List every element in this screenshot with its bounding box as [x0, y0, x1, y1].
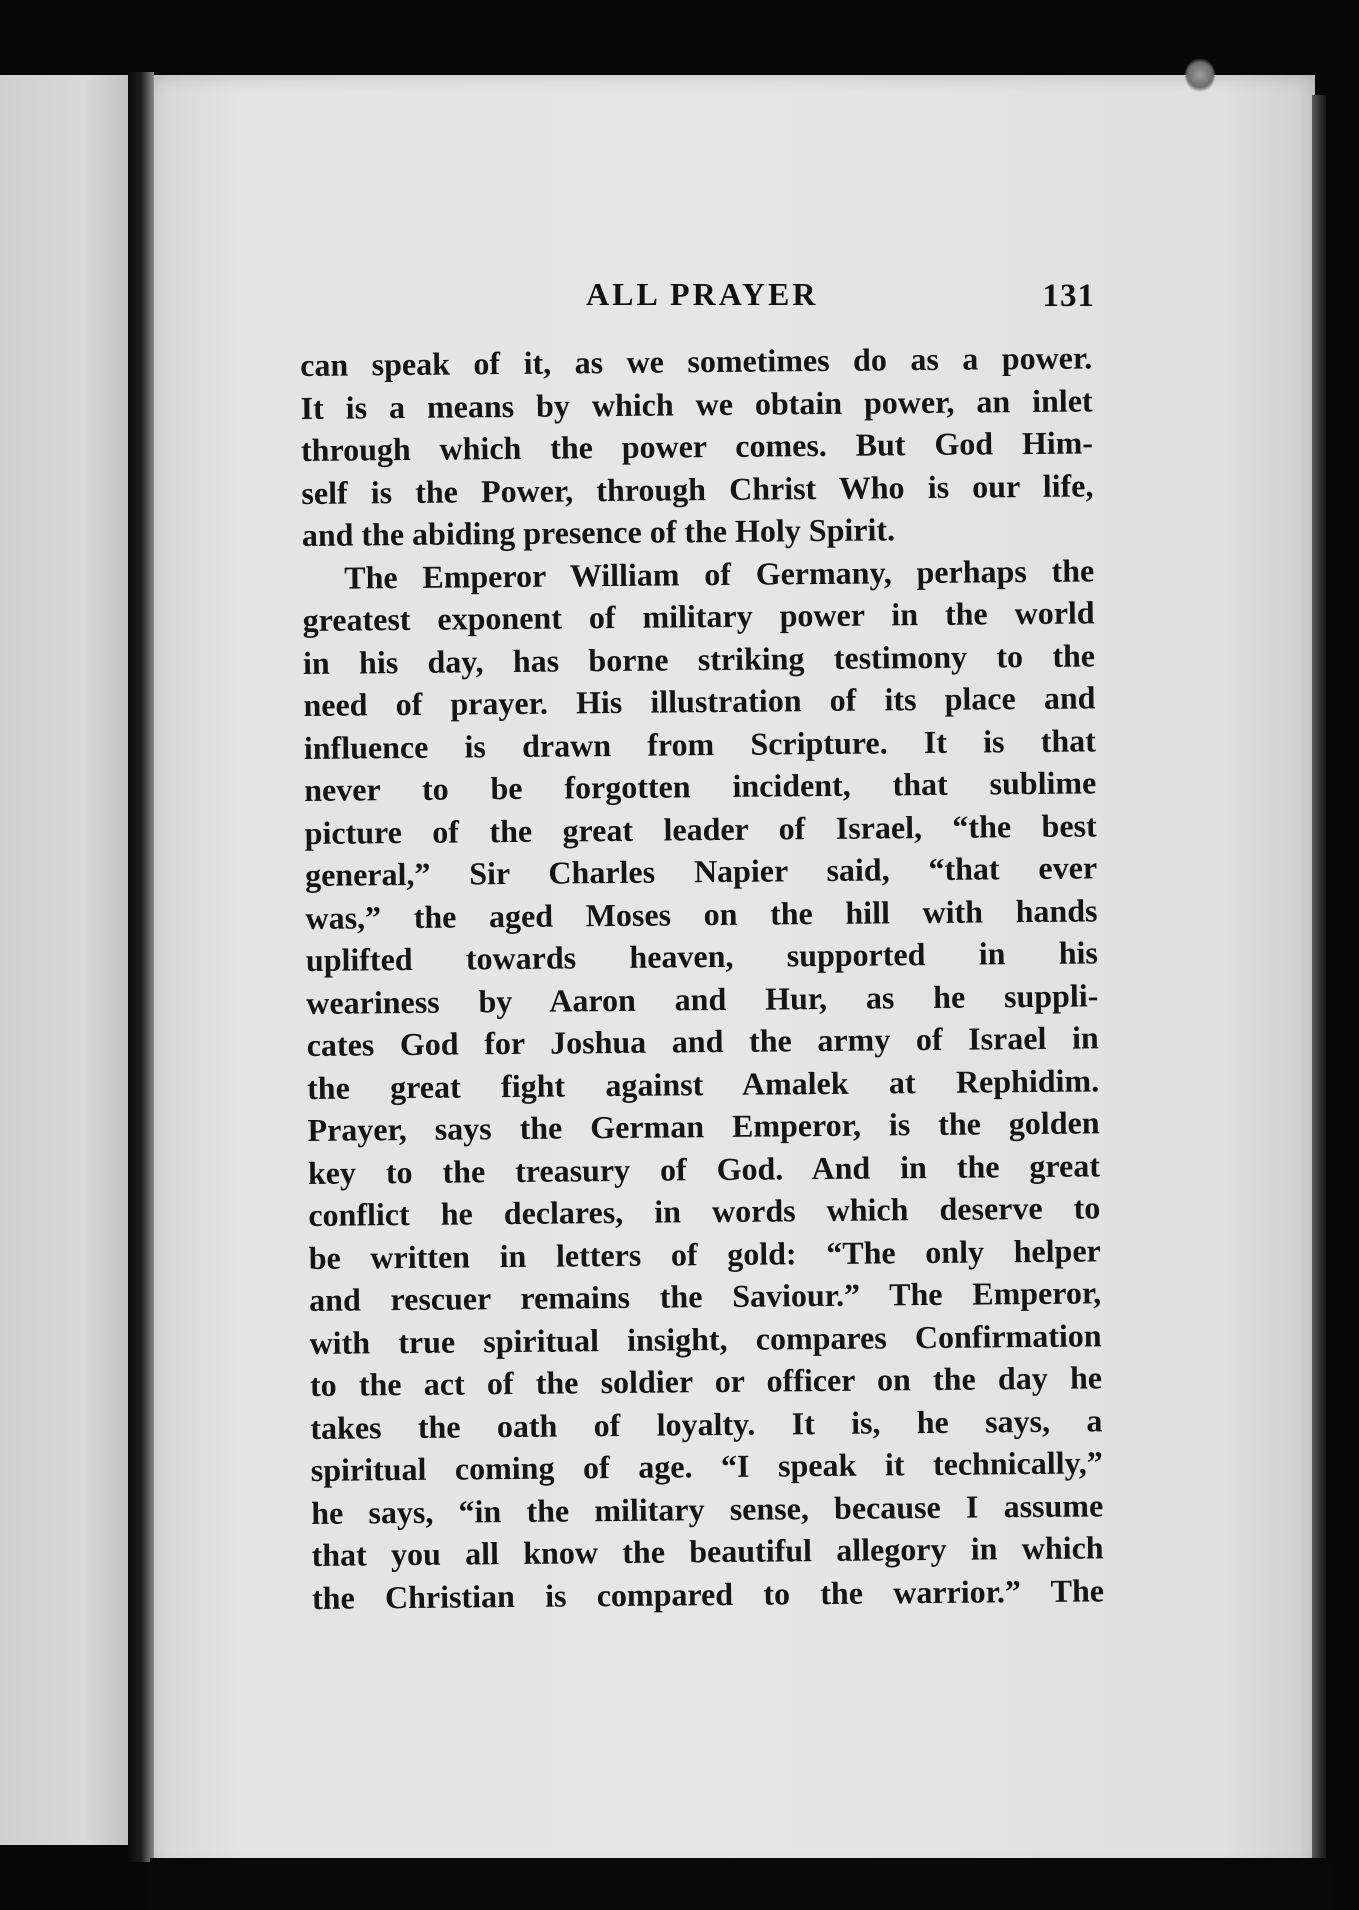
text-line: influence is drawn from Scripture. It is that	[303, 721, 1097, 766]
running-head	[300, 276, 1100, 320]
text-line: The Emperor William of Germany, perhaps the	[344, 551, 1095, 596]
text-line: to the act of the soldier or officer on the day he	[309, 1359, 1103, 1403]
text-line: and the abiding presence of the Holy Spirit.	[301, 511, 896, 553]
text-line: can speak of it, as we sometimes do as a power.	[300, 339, 1093, 383]
text-line: It is a means by which we obtain power, an inlet	[300, 381, 1093, 426]
text-line: that you all know the beautiful allegory in which	[311, 1529, 1104, 1573]
text-line: the Christian is compared to the warrior.” The	[311, 1571, 1105, 1616]
page-right-edge	[1312, 95, 1326, 1875]
text-line: conflict he declares, in words which deserve to	[308, 1189, 1101, 1233]
text-line: Prayer, says the German Emperor, is the golden	[307, 1104, 1100, 1148]
page-bottom-edge	[150, 1858, 1330, 1910]
text-line: greatest exponent of military power in the world	[302, 594, 1095, 638]
text-line: and rescuer remains the Saviour.” The Emperor,	[309, 1274, 1102, 1318]
running-title: ALL PRAYER	[586, 276, 819, 312]
text-line: uplifted towards heaven, supported in his	[305, 934, 1099, 978]
binding-gutter	[128, 72, 154, 1862]
text-line: spiritual coming of age. “I speak it technically,”	[310, 1444, 1103, 1488]
text-line: be written in letters of gold: “The only helper	[308, 1231, 1101, 1276]
text-line: he says, “in the military sense, because I assume	[311, 1486, 1104, 1531]
text-line: the great fight against Amalek at Rephidim.	[306, 1061, 1100, 1106]
text-line: picture of the great leader of Israel, “the best	[304, 806, 1097, 851]
text-line: through which the power comes. But God Him-	[300, 424, 1094, 468]
text-line: with true spiritual insight, compares Confirmation	[309, 1316, 1102, 1361]
text-line: cates God for Joshua and the army of Israel in	[306, 1019, 1099, 1063]
text-line: in his day, has borne striking testimony to the	[302, 636, 1096, 681]
text-line: self is the Power, through Christ Who is our life,	[301, 466, 1094, 511]
page-number: 131	[1042, 278, 1095, 314]
text-line: never to be forgotten incident, that sublime	[304, 764, 1097, 808]
text-line: general,” Sir Charles Napier said, “that ever	[304, 849, 1098, 893]
text-line: key to the treasury of God. And in the great	[307, 1146, 1101, 1191]
body-text	[300, 336, 1104, 1619]
previous-page-edge	[0, 75, 140, 1845]
text-line: need of prayer. His illustration of its place and	[303, 679, 1096, 723]
scan-dust-spot	[1185, 58, 1215, 92]
text-line: takes the oath of loyalty. It is, he says, a	[310, 1401, 1103, 1446]
text-line: weariness by Aaron and Hur, as he suppli-	[306, 976, 1099, 1021]
text-line: was,” the aged Moses on the hill with hands	[305, 891, 1098, 936]
